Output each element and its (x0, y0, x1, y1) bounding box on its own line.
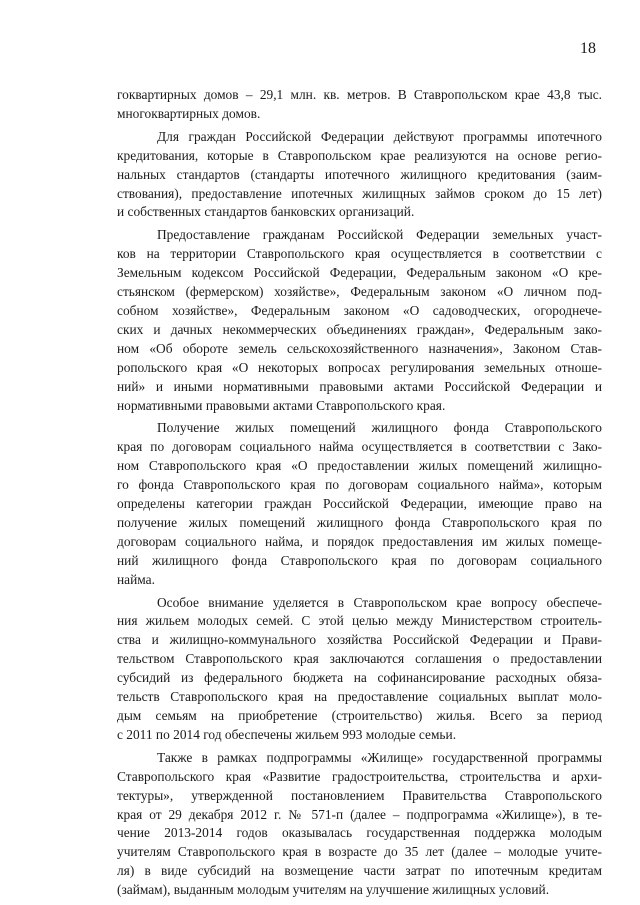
paragraph-line: тектуры», утвержденной постановлением Правительства Ставропольского (117, 787, 602, 803)
paragraph-line: ства и жилищно-коммунального хозяйства Российской Федерации и Прави- (117, 632, 602, 648)
paragraph-line: ля) в виде субсидий на возмещение части затрат по ипотечным кредитам (117, 863, 602, 879)
paragraph-line: кредитования, которые в Ставропольском крае реализуются на основе регио- (117, 147, 602, 163)
paragraph-line: найма. (117, 571, 155, 587)
paragraph-line: ном Ставропольского края «О предоставлении жилых помещений жилищно- (117, 458, 602, 474)
paragraph-line: тельством Ставропольского края заключаются соглашения о предоставлении (117, 651, 602, 667)
paragraph-line: собном хозяйстве», Федеральным законом «О садоводческих, огороднече- (117, 302, 602, 318)
paragraph-line: края по договорам социального найма осуществляется в соответствии с Зако- (117, 439, 602, 455)
paragraph-line: учителям Ставропольского края в возрасте до 35 лет (далее – молодые учите- (117, 844, 602, 860)
paragraph-line: получение жилых помещений жилищного фонда Ставропольского края по (117, 514, 602, 530)
paragraph-line: определены категории граждан Российской Федерации, имеющие право на (117, 496, 602, 512)
paragraph-line: ния жильем молодых семей. С этой целью между Министерством строитель- (117, 613, 602, 629)
paragraph-line: ков на территории Ставропольского края осуществляется в соответствии с (117, 246, 602, 262)
paragraph-line: Особое внимание уделяется в Ставропольском крае вопросу обеспече- (157, 594, 602, 610)
paragraph-line: Получение жилых помещений жилищного фонда Ставропольского (157, 420, 602, 436)
paragraph-line: стьянском (фермерском) хозяйстве», Федеральным законом «О личном под- (117, 284, 602, 300)
paragraph-line: ствования), предоставление ипотечных жилищных займов сроком до 15 лет) (117, 185, 602, 201)
paragraph-line: субсидий из федерального бюджета на софинансирование расходных обяза- (117, 670, 602, 686)
paragraph-line: и собственных стандартов банковских организаций. (117, 204, 415, 220)
paragraph-line: ном «Об обороте земель сельскохозяйственного назначения», Законом Став- (117, 340, 602, 356)
paragraph (117, 419, 602, 589)
paragraph-line: ний» и иными нормативными правовыми актами Российской Федерации и (117, 378, 602, 394)
paragraph-line: нальных стандартов (стандарты ипотечного жилищного кредитования (заим- (117, 166, 602, 182)
paragraph-line: дым семьям на приобретение (строительство) жилья. Всего за период (117, 708, 602, 723)
page-number: 18 (580, 40, 596, 57)
paragraph-line: Предоставление гражданам Российской Федерации земельных участ- (157, 227, 602, 243)
paragraph-line: (займам), выданным молодым учителям на улучшение жилищных условий. (117, 882, 550, 898)
paragraph (117, 749, 602, 900)
paragraph-line: го фонда Ставропольского края по договорам социального найма», которым (117, 477, 602, 493)
paragraph (117, 86, 602, 124)
paragraph-line: ских и дачных некоммерческих объединениях граждан», Федеральным зако- (117, 321, 602, 337)
paragraph-line: ний жилищного фонда Ставропольского края по договорам социального (117, 552, 602, 568)
paragraph-line: края от 29 декабря 2012 г. № 571-п (далее – подпрограмма «Жилище»), в те- (117, 806, 602, 822)
paragraph-line: гоквартирных домов – 29,1 млн. кв. метров. В Ставропольском крае 43,8 тыс. (117, 87, 602, 102)
paragraph-line: чение 2013-2014 годов оказывалась государственная поддержка молодым (117, 825, 602, 841)
paragraph-line: Также в рамках подпрограммы «Жилище» государственной программы (157, 749, 602, 765)
paragraph (117, 128, 602, 223)
paragraph-line: Ставропольского края «Развитие градостроительства, строительства и архи- (117, 768, 602, 784)
paragraph-line: тельств Ставропольского края на предоставление социальных выплат моло- (117, 689, 602, 705)
paragraph-line: Земельным кодексом Российской Федерации, Федеральным законом «О кре- (117, 265, 602, 281)
paragraph-line: с 2011 по 2014 год обеспечены жильем 993 молодые семьи. (117, 726, 457, 742)
paragraph-line: многоквартирных домов. (117, 105, 261, 121)
paragraph (117, 226, 602, 415)
paragraph-line: ропольского края «О некоторых вопросах регулирования земельных отноше- (117, 359, 602, 375)
paragraph-line: договорам социального найма, и порядок предоставления им жилых помеще- (117, 533, 602, 549)
document-body (117, 86, 602, 904)
paragraph-line: нормативными правовыми актами Ставропольского края. (117, 397, 446, 413)
paragraph (117, 594, 602, 745)
paragraph-line: Для граждан Российской Федерации действуют программы ипотечного (157, 128, 602, 144)
